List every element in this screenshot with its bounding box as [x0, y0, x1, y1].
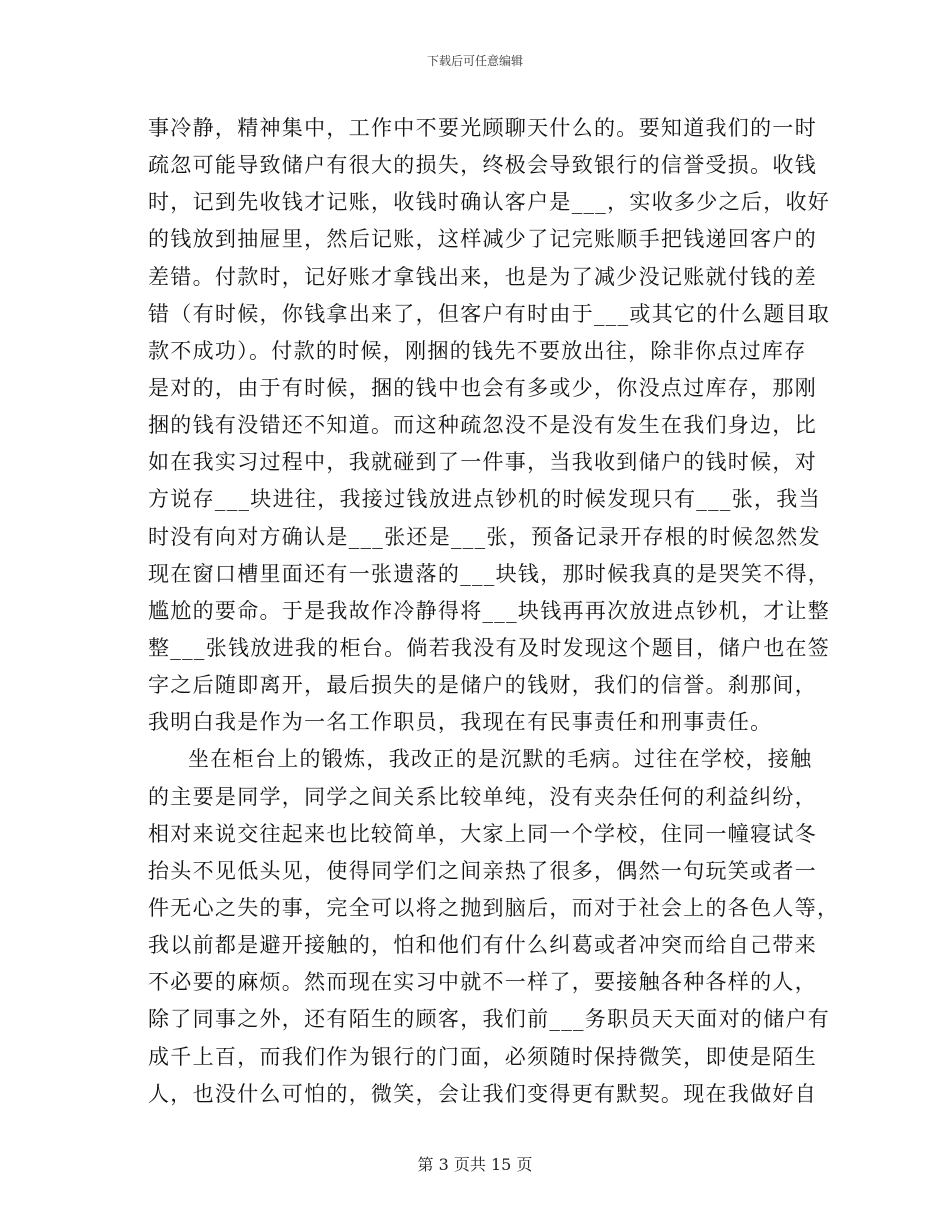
- text-line: 是对的，由于有时候，捆的钱中也会有多或少，你没点过库存，那刚: [148, 375, 817, 400]
- text-line: 方说存___块进往，我接过钱放进点钞机的时候发现只有___张，我当: [148, 487, 821, 512]
- text-line: 如在我实习过程中，我就碰到了一件事，当我收到储户的钱时候，对: [148, 450, 817, 475]
- text-line: 尴尬的要命。于是我故作冷静得将___块钱再再次放进点钞机，才让整: [148, 598, 831, 623]
- text-line: 除了同事之外，还有陌生的顾客，我们前___务职员天天面对的储户有: [148, 1007, 831, 1032]
- page-number: 第 3 页共 15 页: [417, 1155, 533, 1174]
- text-line: 我明白我是作为一名工作职员，我现在有民事责任和刑事责任。: [148, 710, 773, 735]
- text-line: 相对来说交往起来也比较简单，大家上同一个学校，住同一幢寝试冬: [148, 821, 817, 846]
- paragraph-2: [148, 741, 840, 1112]
- text-line: 坐在柜台上的锻炼，我改正的是沉默的毛病。过往在学校，接触: [188, 747, 813, 772]
- text-line: 现在窗口槽里面还有一张遗落的___块钱，那时候我真的是哭笑不得，: [148, 561, 831, 586]
- document-body: [148, 110, 840, 1113]
- text-line: 疏忽可能导致储户有很大的损失，终极会导致银行的信誉受损。收钱: [148, 153, 817, 178]
- text-line: 我以前都是避开接触的，怕和他们有什么纠葛或者冲突而给自己带来: [148, 933, 817, 958]
- text-line: 的主要是同学，同学之间关系比较单纯，没有夹杂任何的利益纠纷，: [148, 784, 817, 809]
- text-line: 抬头不见低头见，使得同学们之间亲热了很多，偶然一句玩笑或者一: [148, 858, 817, 883]
- paragraph-1: [148, 110, 831, 741]
- text-line: 的钱放到抽屉里，然后记账，这样减少了记完账顺手把钱递回客户的: [148, 227, 817, 252]
- text-line: 错（有时候，你钱拿出来了，但客户有时由于___或其它的什么题目取: [148, 301, 831, 326]
- text-line: 件无心之失的事，完全可以将之抛到脑后，而对于社会上的各色人等，: [148, 895, 840, 920]
- text-line: 整___张钱放进我的柜台。倘若我没有及时发现这个题目，储户也在签: [148, 635, 831, 660]
- text-line: 差错。付款时，记好账才拿钱出来，也是为了减少没记账就付钱的差: [148, 264, 817, 289]
- text-line: 字之后随即离开，最后损失的是储户的钱财，我们的信誉。刹那间，: [148, 673, 817, 698]
- text-line: 款不成功）。付款的时候，刚捆的钱先不要放出往，除非你点过库存: [148, 338, 807, 363]
- text-line: 不必要的麻烦。然而现在实习中就不一样了，要接触各种各样的人，: [148, 970, 817, 995]
- text-line: 捆的钱有没错还不知道。而这种疏忽没不是没有发生在我们身边，比: [148, 413, 817, 438]
- text-line: 时没有向对方确认是___张还是___张，预备记录开存根的时候忽然发: [148, 524, 821, 549]
- page-header: 下载后可任意编辑: [426, 54, 523, 68]
- text-line: 人，也没什么可怕的，微笑，会让我们变得更有默契。现在我做好自: [148, 1081, 817, 1106]
- text-line: 时，记到先收钱才记账，收钱时确认客户是___，实收多少之后，收好: [148, 190, 831, 215]
- text-line: 成千上百，而我们作为银行的门面，必须随时保持微笑，即使是陌生: [148, 1044, 817, 1069]
- text-line: 事冷静，精神集中，工作中不要光顾聊天什么的。要知道我们的一时: [148, 116, 817, 140]
